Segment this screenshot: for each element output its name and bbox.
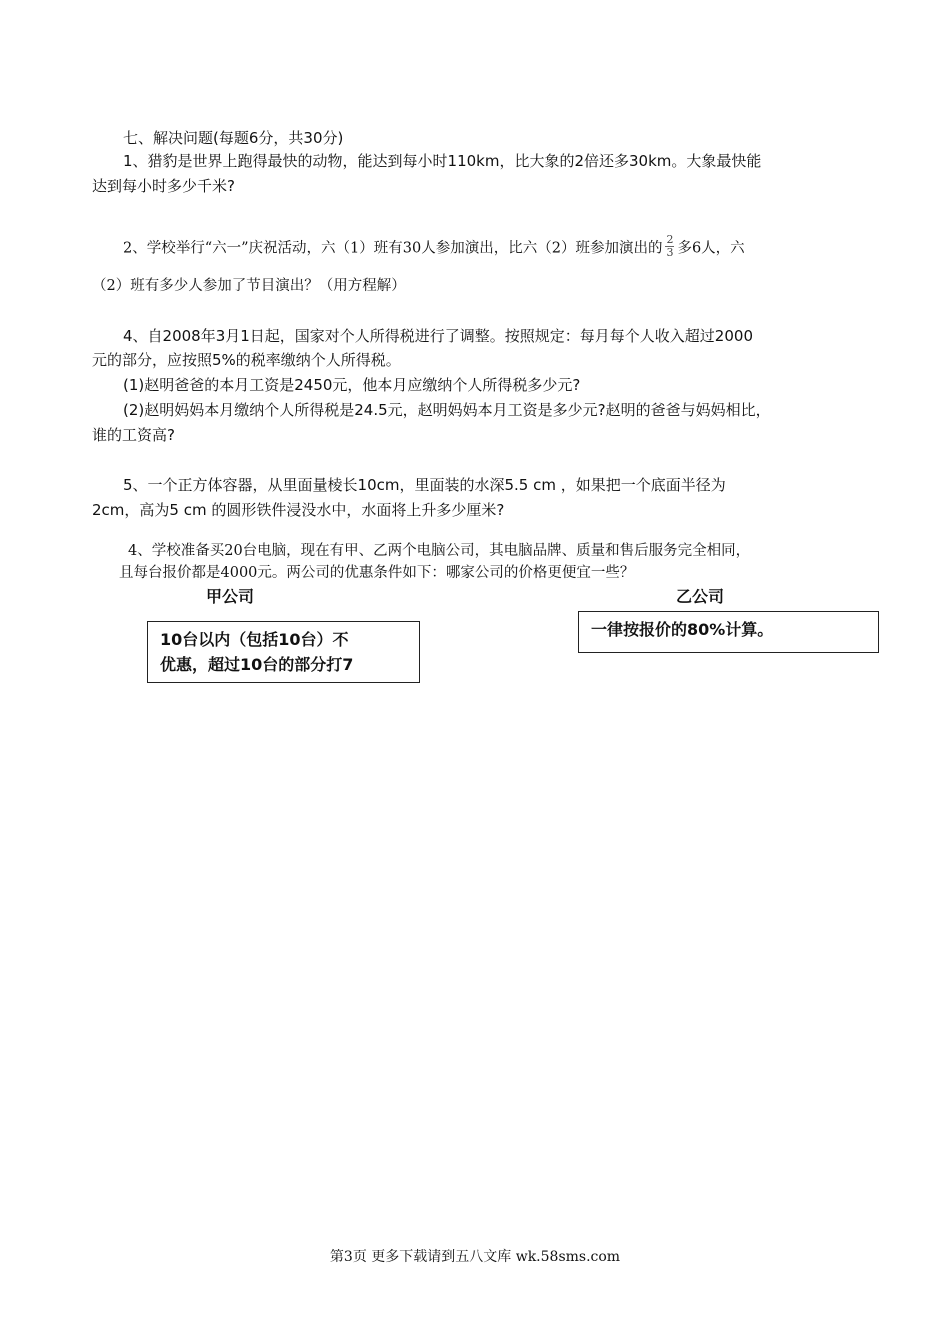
question-2-text-before: 2、学校举行“六一”庆祝活动，六（1）班有30人参加演出，比六（2）班参加演出的 [123,240,663,257]
question-4b-line-2: 且每台报价都是4000元。两公司的优惠条件如下：哪家公司的价格更便宜一些？ [119,565,635,581]
question-5-line-1: 5、一个正方体容器，从里面量棱长10cm，里面装的水深5.5 cm ，如果把一个底面半径为 [123,476,726,494]
fraction-denominator: 3 [666,246,674,259]
question-4-line-2: 元的部分，应按照5%的税率缴纳个人所得税。 [92,351,401,369]
question-4-sub-2-line-2: 谁的工资高? [92,426,175,444]
question-4-sub-2-line-1: (2)赵明妈妈本月缴纳个人所得税是24.5元，赵明妈妈本月工资是多少元?赵明的爸爸与妈妈相比， [123,401,771,419]
question-4-sub-1: (1)赵明爸爸的本月工资是2450元，他本月应缴纳个人所得税多少元? [123,376,581,394]
fraction-numerator: 2 [666,233,674,246]
company-b-title: 乙公司 [676,587,725,606]
question-4b-line-1: 4、学校准备买20台电脑，现在有甲、乙两个电脑公司，其电脑品牌、质量和售后服务完全相同， [128,543,751,559]
fraction-two-thirds [665,234,674,259]
question-2-line-2: （2）班有多少人参加了节目演出？（用方程解） [92,278,406,294]
company-a-offer-box [147,621,420,683]
company-a-offer-line-2: 优惠，超过10台的部分打7 [160,655,354,674]
question-2-text-after: 多6人，六 [677,240,745,257]
section-title: 七、解决问题(每题6分，共30分) [123,129,344,147]
company-a-offer-line-1: 10台以内（包括10台）不 [160,630,349,649]
company-a-title: 甲公司 [206,587,255,606]
question-1-line-1: 1、猎豹是世界上跑得最快的动物，能达到每小时110km，比大象的2倍还多30km。大象最快能 [123,152,762,170]
question-1-line-2: 达到每小时多少千米? [92,177,235,195]
company-b-offer-box [578,611,879,653]
company-b-offer: 一律按报价的80%计算。 [591,620,774,639]
question-5-line-2: 2cm，高为5 cm 的圆形铁件浸没水中，水面将上升多少厘米? [92,501,505,519]
question-4-line-1: 4、自2008年3月1日起，国家对个人所得税进行了调整。按照规定：每月每个人收入超过2000 [123,327,753,345]
question-2-line-1 [123,233,745,261]
page-footer: 第3页 更多下载请到五八文库 wk.58sms.com [329,1249,621,1265]
